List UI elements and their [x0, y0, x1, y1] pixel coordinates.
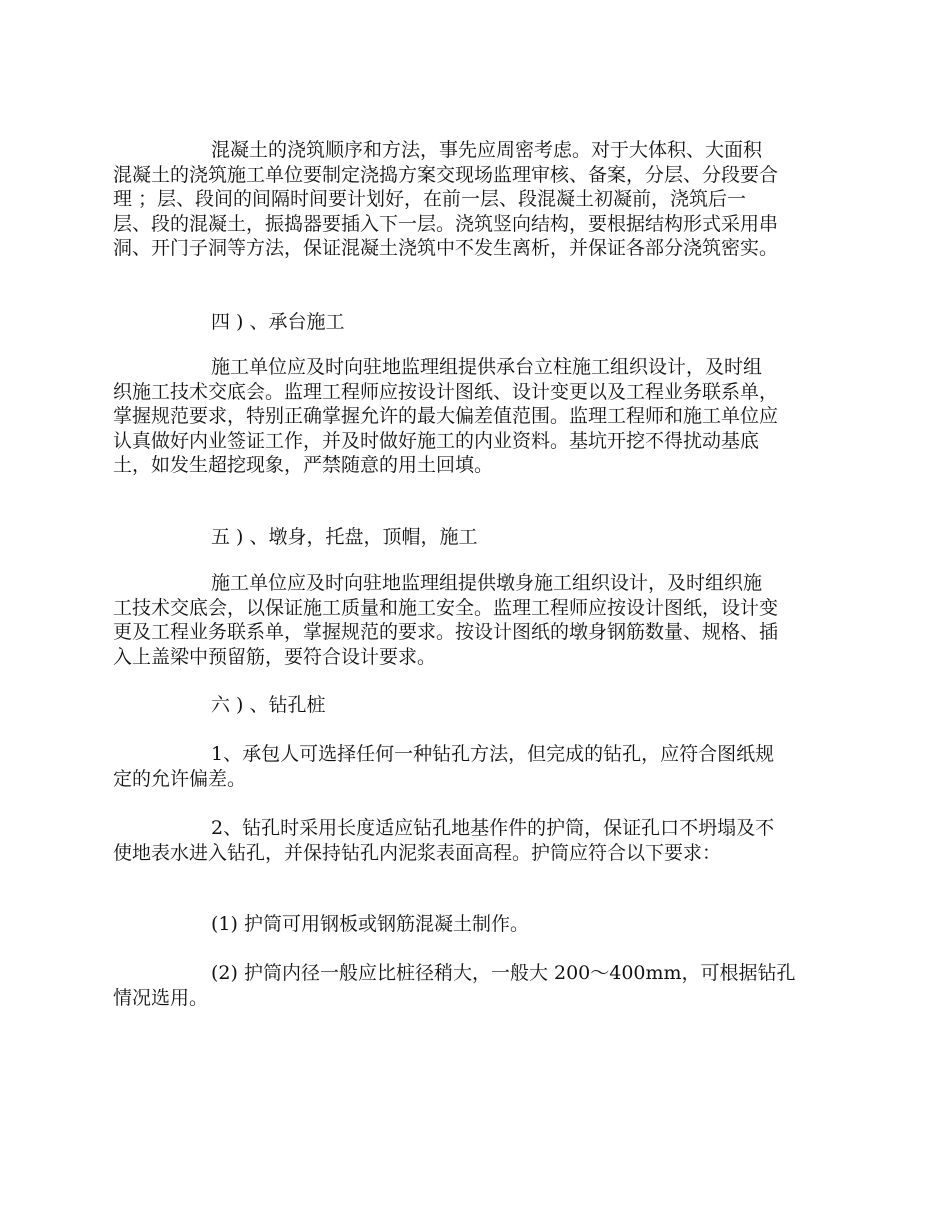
- paragraph-cap-construction: 施工单位应及时向驻地监理组提供承台立柱施工组织设计，及时组织施工技术交底会。监理工程师应按设计图纸、设计变更以及工程业务联系单，掌握规范要求，特别正确掌握允许的最大偏差值范围。监理工程师和施工单位应认真做好内业签证工作，并及时做好施工的内业资料。基坑开挖不得扰动基底土，如发生超挖现象，严禁随意的用土回填。: [113, 356, 779, 477]
- paragraph-item-1: 1、承包人可选择任何一种钻孔方法，但完成的钻孔，应符合图纸规定的允许偏差。: [113, 743, 775, 790]
- paragraph-pier-construction: 施工单位应及时向驻地监理组提供墩身施工组织设计，及时组织施工技术交底会，以保证施工质量和施工安全。监理工程师应按设计图纸，设计变更及工程业务联系单，掌握规范的要求。按设计图纸的墩身钢筋数量、规格、插入上盖梁中预留筋，要符合设计要求。: [113, 572, 779, 668]
- heading-section-6: 六 ) 、钻孔桩: [211, 694, 326, 716]
- paragraph-sub-item-1: (1) 护筒可用钢板或钢筋混凝土制作。: [211, 913, 529, 935]
- paragraph-sub-item-2: (2) 护筒内径一般应比桩径稍大，一般大 200～400mm，可根据钻孔情况选用。: [113, 962, 796, 1009]
- paragraph-item-2: 2、钻孔时采用长度适应钻孔地基作件的护筒，保证孔口不坍塌及不使地表水进入钻孔，并保持钻孔内泥浆表面高程。护筒应符合以下要求：: [113, 817, 775, 864]
- heading-section-5: 五 ) 、墩身，托盘，顶帽，施工: [211, 526, 478, 548]
- heading-section-4: 四 ) 、承台施工: [211, 311, 345, 333]
- paragraph-concrete-pouring: 混凝土的浇筑顺序和方法，事先应周密考虑。对于大体积、大面积混凝土的浇筑施工单位要制定浇捣方案交现场监理审核、备案，分层、分段要合理 ；层、段间的间隔时间要计划好，在前一层、段混凝土初凝前，浇筑后一层、段的混凝土，振捣器要插入下一层。浇筑竖向结构，要根据结构形式采用串洞、开门子洞等方法，保证混凝土浇筑中不发生离析，并保证各部分浇筑密实。: [113, 139, 779, 260]
